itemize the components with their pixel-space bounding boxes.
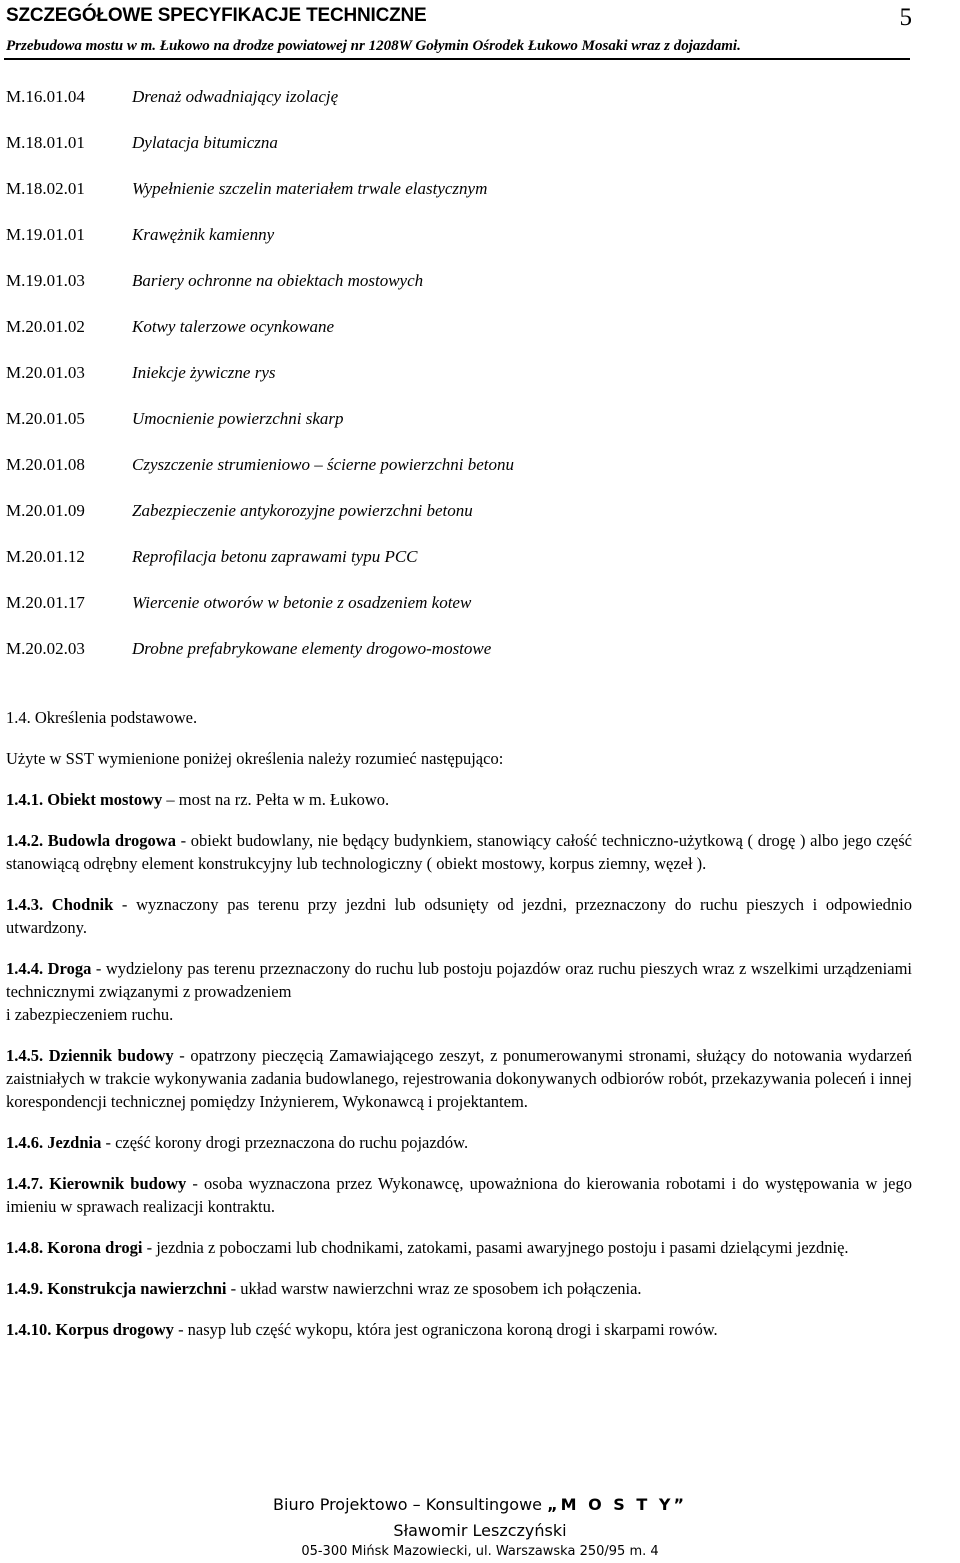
spec-row — [6, 86, 946, 132]
definition-text: - wydzielony pas terenu przeznaczony do ruchu lub postoju pojazdów oraz ruchu pieszych wraz z wszelkimi urządzeniami technicznymi związanymi z prowadzeniem — [6, 959, 912, 1001]
definition-term: Korpus drogowy — [55, 1320, 174, 1339]
spec-row — [6, 592, 946, 638]
definition-text: - układ warstw nawierzchni wraz ze sposobem ich połączenia. — [226, 1279, 642, 1298]
definition-text: - wyznaczony pas terenu przy jezdni lub odsunięty od jezdni, przeznaczony do ruchu pieszych i odpowiednio utwardzony. — [6, 895, 913, 937]
spec-code: M.19.01.03 — [6, 271, 85, 290]
spec-row — [6, 546, 946, 592]
definition-number: 1.4.7. — [6, 1174, 44, 1193]
spec-name: Reprofilacja betonu zaprawami typu PCC — [132, 547, 418, 566]
spec-code: M.20.01.08 — [6, 455, 85, 474]
definition-term: Chodnik — [51, 895, 114, 914]
definition-text: - część korony drogi przeznaczona do ruchu pojazdów. — [101, 1133, 469, 1152]
definition-number: 1.4.5. — [6, 1046, 44, 1065]
definition — [6, 1277, 912, 1300]
page-number: 5 — [899, 4, 912, 31]
definition-number: 1.4.2. — [6, 831, 44, 850]
definition-number: 1.4.1. — [6, 790, 44, 809]
definition — [6, 957, 912, 1026]
definition — [6, 829, 912, 875]
spec-name: Krawężnik kamienny — [132, 225, 275, 244]
definition-number: 1.4.9. — [6, 1279, 44, 1298]
spec-row — [6, 500, 946, 546]
spec-name: Dylatacja bitumiczna — [132, 133, 278, 152]
definition-text: - opatrzony pieczęcią Zamawiającego zeszyt, z ponumerowanymi stronami, służący do notowania wydarzeń zaistniałych w trakcie wykonywania zadania budowlanego, rejestrowania dokonywanych odbiorów robót, przekazywania poleceń i innej korespondencji technicznej pomiędzy Inżynierem, Wykonawcą i projektantem. — [6, 1046, 912, 1111]
spec-row — [6, 316, 946, 362]
definition-text: - nasyp lub część wykopu, która jest ograniczona koroną drogi i skarpami rowów. — [173, 1320, 718, 1339]
spec-code: M.20.02.03 — [6, 639, 85, 658]
spec-name: Wypełnienie szczelin materiałem trwale elastycznym — [132, 179, 488, 198]
definition-number: 1.4.8. — [6, 1238, 44, 1257]
spec-code: M.20.01.17 — [6, 593, 85, 612]
spec-name: Drenaż odwadniający izolację — [132, 87, 339, 106]
definition-text-continued: i zabezpieczeniem ruchu. — [6, 1005, 174, 1024]
spec-name: Czyszczenie strumieniowo – ścierne powierzchni betonu — [132, 455, 514, 474]
definition-term: Dziennik budowy — [48, 1046, 174, 1065]
document-header-subtitle: Przebudowa mostu w m. Łukowo na drodze powiatowej nr 1208W Gołymin Ośrodek Łukowo Mosaki wraz z dojazdami. — [6, 38, 741, 54]
spec-code: M.20.01.09 — [6, 501, 85, 520]
spec-row — [6, 270, 946, 316]
definition-term: Droga — [47, 959, 92, 978]
definition-text: – most na rz. Pełta w m. Łukowo. — [162, 790, 390, 809]
definition-term: Jezdnia — [47, 1133, 102, 1152]
spec-code: M.18.02.01 — [6, 179, 85, 198]
definition — [6, 1131, 912, 1154]
definition-term: Konstrukcja nawierzchni — [47, 1279, 227, 1298]
section-intro: Użyte w SST wymienione poniżej określenia należy rozumieć następująco: — [6, 749, 504, 768]
spec-code: M.16.01.04 — [6, 87, 85, 106]
spec-code: M.20.01.12 — [6, 547, 85, 566]
spec-code: M.20.01.02 — [6, 317, 85, 336]
spec-row — [6, 178, 946, 224]
spec-name: Kotwy talerzowe ocynkowane — [132, 317, 335, 336]
spec-name: Bariery ochronne na obiektach mostowych — [132, 271, 424, 290]
spec-name: Drobne prefabrykowane elementy drogowo-mostowe — [132, 639, 492, 658]
spec-row — [6, 132, 946, 178]
header-divider — [4, 58, 910, 60]
spec-name: Wiercenie otworów w betonie z osadzeniem kotew — [132, 593, 472, 612]
spec-row — [6, 408, 946, 454]
footer-person: Sławomir Leszczyński — [393, 1521, 567, 1540]
definition — [6, 788, 912, 811]
definition-number: 1.4.6. — [6, 1133, 44, 1152]
definition-number: 1.4.4. — [6, 959, 44, 978]
spec-row — [6, 638, 946, 684]
definition — [6, 893, 912, 939]
definition-number: 1.4.10. — [6, 1320, 52, 1339]
spec-name: Iniekcje żywiczne rys — [132, 363, 276, 382]
spec-code: M.20.01.05 — [6, 409, 85, 428]
definition-text: - osoba wyznaczona przez Wykonawcę, upoważniona do kierowania robotami i do występowania w jego imieniu w sprawach realizacji kontraktu. — [6, 1174, 912, 1216]
footer-company — [0, 1495, 960, 1514]
spec-name: Zabezpieczenie antykorozyjne powierzchni betonu — [132, 501, 473, 520]
document-header-title: SZCZEGÓŁOWE SPECYFIKACJE TECHNICZNE — [6, 5, 427, 26]
footer-company-name: Biuro Projektowo – Konsultingowe — [273, 1495, 548, 1514]
spec-row — [6, 454, 946, 500]
document-body — [6, 706, 912, 1359]
definition-text: - jezdnia z poboczami lub chodnikami, zatokami, pasami awaryjnego postoju i pasami dzielącymi jezdnię. — [142, 1238, 849, 1257]
definition-number: 1.4.3. — [6, 895, 44, 914]
section-heading: 1.4. Określenia podstawowe. — [6, 708, 198, 727]
definition — [6, 1236, 912, 1259]
definition-term: Obiekt mostowy — [47, 790, 163, 809]
definition — [6, 1044, 912, 1113]
spec-list — [6, 86, 946, 684]
definition-term: Budowla drogowa — [47, 831, 176, 850]
spec-name: Umocnienie powierzchni skarp — [132, 409, 344, 428]
footer-brand: „M O S T Y” — [547, 1495, 687, 1514]
spec-code: M.20.01.03 — [6, 363, 85, 382]
definition-term: Kierownik budowy — [49, 1174, 187, 1193]
spec-row — [6, 224, 946, 270]
definition — [6, 1318, 912, 1341]
spec-code: M.18.01.01 — [6, 133, 85, 152]
spec-row — [6, 362, 946, 408]
footer-address: 05-300 Mińsk Mazowiecki, ul. Warszawska 250/95 m. 4 — [301, 1544, 659, 1559]
definition — [6, 1172, 912, 1218]
spec-code: M.19.01.01 — [6, 225, 85, 244]
definition-term: Korona drogi — [47, 1238, 143, 1257]
definition-text: - obiekt budowlany, nie będący budynkiem, stanowiący całość techniczno-użytkową ( drogę ) albo jego część stanowiącą odrębny element konstrukcyjny lub technologiczny ( obiekt mostowy, korpus ziemny, węzeł ). — [6, 831, 912, 873]
